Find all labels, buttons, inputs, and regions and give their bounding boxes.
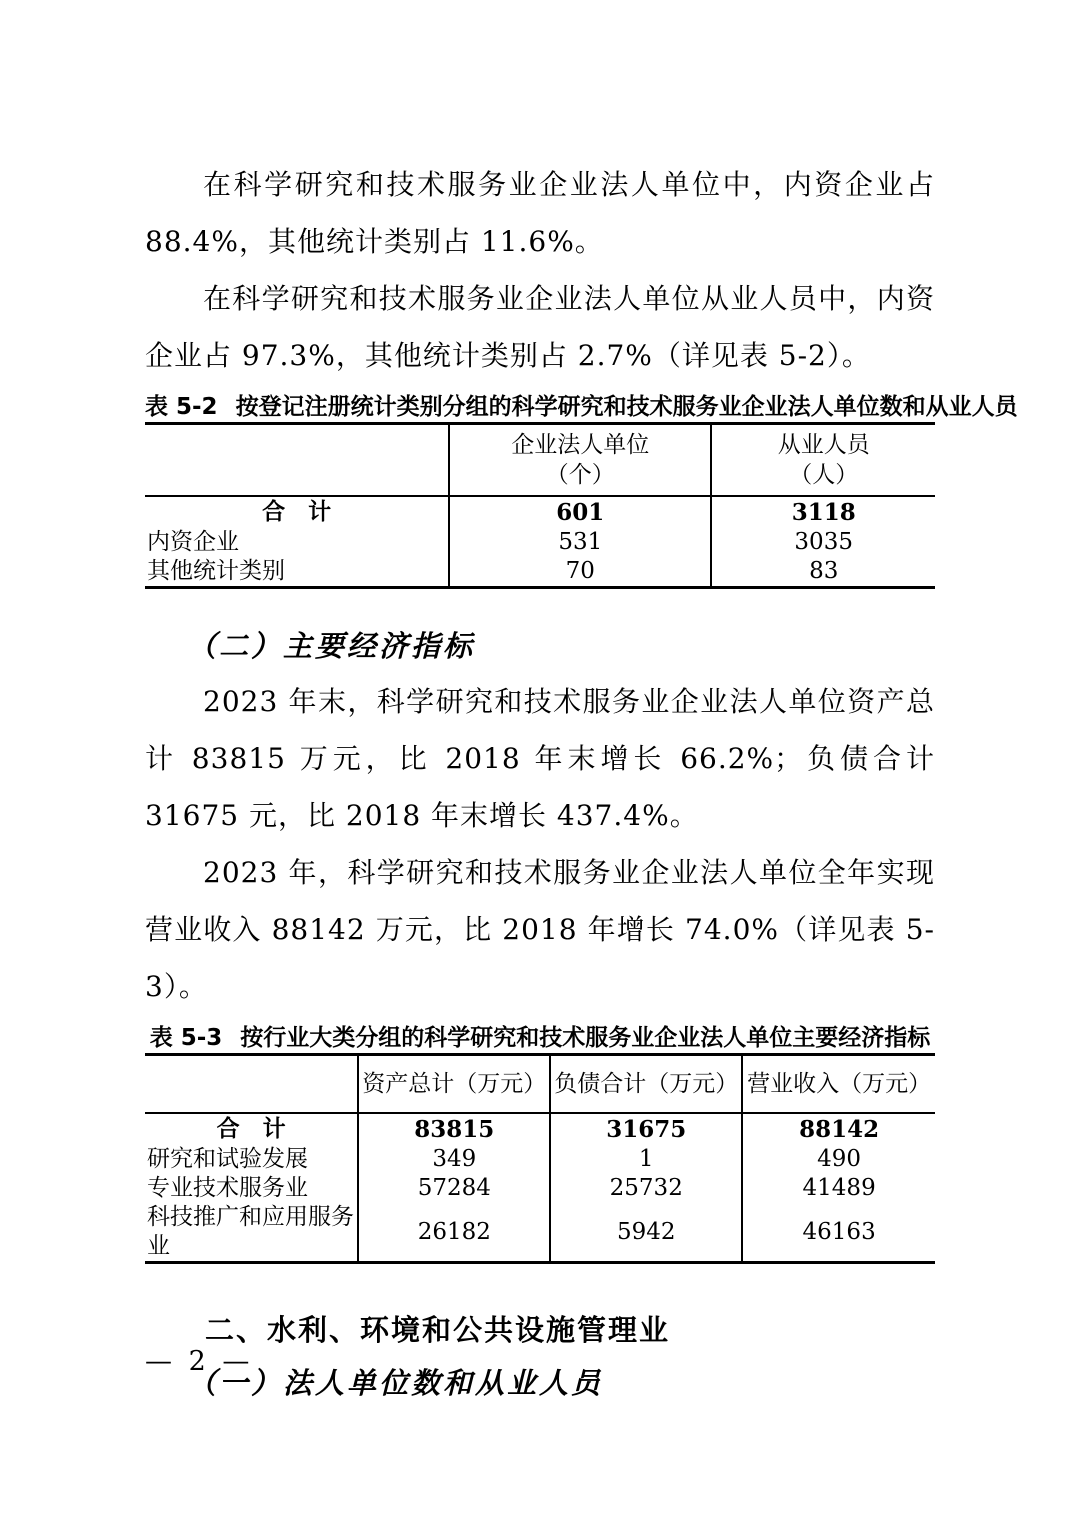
table-cell-total-revenue: 88142	[742, 1113, 935, 1145]
empty-header-cell	[145, 424, 449, 497]
table-cell-total-liabilities: 31675	[550, 1113, 742, 1145]
table-cell-professional-assets: 57284	[358, 1174, 550, 1203]
table-cell-total-assets: 83815	[358, 1113, 550, 1145]
row-label-other: 其他统计类别	[147, 558, 285, 584]
page-content	[145, 156, 1018, 1410]
table-cell-domestic-employees: 3035	[711, 528, 935, 557]
page-number: — 2 —	[145, 1346, 254, 1377]
table-5-2-header-row	[145, 424, 935, 497]
row-label-total: 合 计	[262, 499, 332, 525]
column-header-employees-line2: （人）	[789, 462, 859, 488]
table-cell-promotion-revenue: 46163	[742, 1203, 935, 1263]
table-cell-other-units: 70	[449, 557, 711, 588]
table-row-total	[145, 1113, 935, 1145]
column-header-employees-line1: 从业人员	[777, 432, 870, 458]
table-5-3-label: 表 5-3	[149, 1025, 223, 1051]
paragraph-employee-share: 在科学研究和技术服务业企业法人单位从业人员中，内资企业占 97.3%，其他统计类别占 2.7%（详见表 5-2）。	[145, 282, 935, 372]
row-label-total: 合 计	[216, 1116, 286, 1142]
row-label-promotion: 科技推广和应用服务业	[147, 1204, 354, 1259]
paragraph-assets-liabilities: 2023 年末，科学研究和技术服务业企业法人单位资产总计 83815 万元，比 2018 年末增长 66.2%；负债合计 31675 元，比 2018 年末增长 437.4%。	[145, 685, 935, 832]
row-label-research: 研究和试验发展	[147, 1146, 308, 1172]
paragraph-revenue: 2023 年，科学研究和技术服务业企业法人单位全年实现营业收入 88142 万元，比 2018 年增长 74.0%（详见表 5-3）。	[145, 856, 935, 1003]
table-5-3-header-row	[145, 1055, 935, 1114]
table-cell-promotion-assets: 26182	[358, 1203, 550, 1263]
column-header-liabilities: 负债合计（万元）	[550, 1055, 742, 1114]
table-row-promotion	[145, 1203, 935, 1263]
table-cell-research-revenue: 490	[742, 1145, 935, 1174]
table-5-3-caption: 按行业大类分组的科学研究和技术服务业企业法人单位主要经济指标	[240, 1025, 931, 1051]
table-row-total	[145, 496, 935, 528]
paragraph-domestic-enterprise-share: 在科学研究和技术服务业企业法人单位中，内资企业占 88.4%，其他统计类别占 11.6%。	[145, 168, 935, 258]
empty-header-cell	[145, 1055, 358, 1114]
column-header-units-line2: （个）	[545, 462, 615, 488]
table-cell-domestic-units: 531	[449, 528, 711, 557]
table-cell-research-liabilities: 1	[550, 1145, 742, 1174]
heading-water-environment-section: 二、水利、环境和公共设施管理业	[205, 1313, 671, 1347]
table-row-other	[145, 557, 935, 588]
table-5-3-title	[145, 1023, 935, 1053]
row-label-professional: 专业技术服务业	[147, 1175, 308, 1201]
column-header-revenue: 营业收入（万元）	[742, 1055, 935, 1114]
table-row-professional	[145, 1174, 935, 1203]
table-cell-promotion-liabilities: 5942	[550, 1203, 742, 1263]
table-cell-professional-revenue: 41489	[742, 1174, 935, 1203]
table-cell-total-employees: 3118	[711, 496, 935, 528]
heading-legal-units-employees: （一）法人单位数和从业人员	[187, 1366, 604, 1400]
table-5-2-label: 表 5-2	[145, 394, 218, 420]
table-cell-total-units: 601	[449, 496, 711, 528]
table-5-2	[145, 422, 935, 589]
column-header-employees	[711, 424, 935, 497]
heading-economic-indicators: （二）主要经济指标	[187, 629, 476, 663]
table-5-3	[145, 1053, 935, 1264]
table-row-domestic	[145, 528, 935, 557]
table-cell-other-employees: 83	[711, 557, 935, 588]
column-header-units-line1: 企业法人单位	[511, 432, 650, 458]
row-label-domestic: 内资企业	[147, 529, 239, 555]
table-5-2-title	[145, 392, 1018, 422]
table-5-2-caption: 按登记注册统计类别分组的科学研究和技术服务业企业法人单位数和从业人员	[235, 394, 1018, 420]
column-header-assets: 资产总计（万元）	[358, 1055, 550, 1114]
table-cell-research-assets: 349	[358, 1145, 550, 1174]
table-row-research	[145, 1145, 935, 1174]
table-cell-professional-liabilities: 25732	[550, 1174, 742, 1203]
column-header-units	[449, 424, 711, 497]
